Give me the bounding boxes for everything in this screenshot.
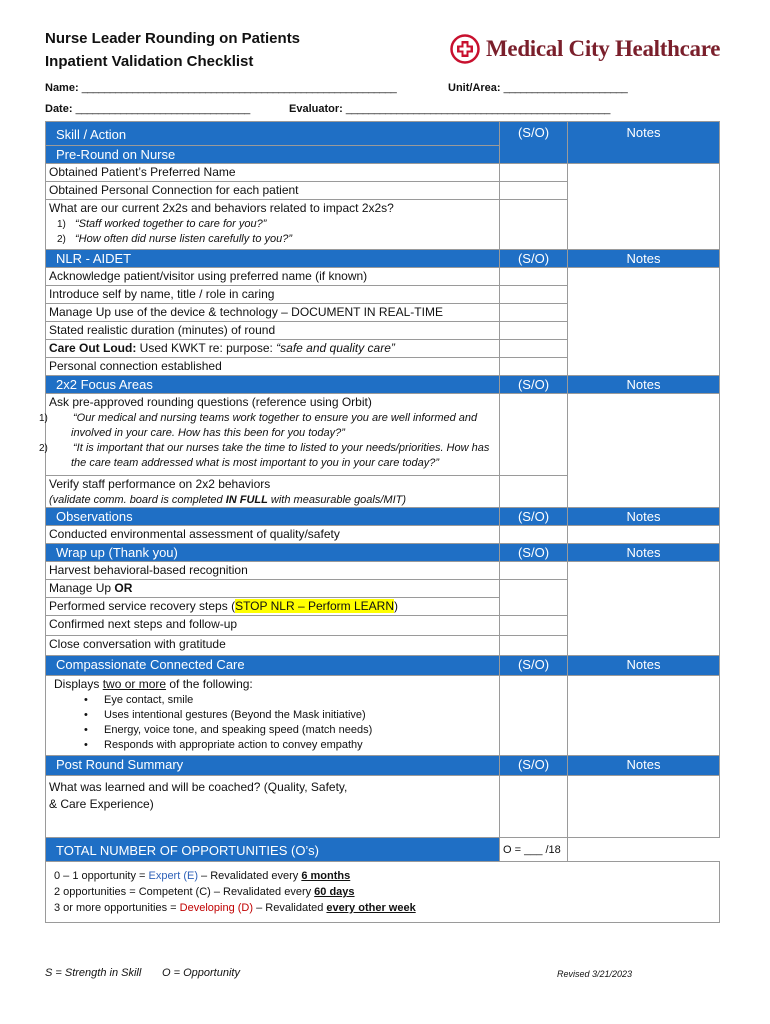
scoring-competent: 2 opportunities = Competent (C) – Revalidated every 60 days [54, 886, 355, 898]
checklist-table [39, 121, 720, 923]
pre-round-item-question [46, 200, 500, 250]
notes-cell[interactable] [568, 676, 720, 756]
nlr-care-out-loud: Care Out Loud: Used KWKT re: purpose: “safe and quality care” [46, 340, 500, 358]
section-title-nlr: NLR - AIDET [46, 250, 500, 268]
so-cell[interactable] [500, 616, 568, 636]
so-cell[interactable] [500, 164, 568, 182]
revised-date: Revised 3/21/2023 [557, 969, 633, 979]
so-header: (S/O) [500, 376, 568, 394]
notes-header: Notes [568, 656, 720, 676]
section-header-observations [46, 508, 720, 526]
date-line[interactable]: _______________________________ [75, 103, 250, 115]
wrap-item: Close conversation with gratitude [46, 636, 500, 656]
total-label: TOTAL NUMBER OF OPPORTUNITIES (O’s) [46, 838, 500, 862]
pre-round-sub-1: 1) “Staff worked together to care for you?” [57, 218, 267, 230]
notes-cell[interactable] [568, 526, 720, 544]
so-cell[interactable] [500, 580, 568, 616]
notes-cell[interactable] [568, 268, 720, 376]
wrap-item: Performed service recovery steps (STOP NLR – Perform LEARN) [46, 598, 500, 616]
table-row [46, 526, 720, 544]
so-cell[interactable] [500, 358, 568, 376]
so-cell[interactable] [500, 526, 568, 544]
section-header-focus [46, 376, 720, 394]
table-row [46, 164, 720, 182]
pre-round-item: Obtained Patient’s Preferred Name [46, 164, 500, 182]
evaluator-field[interactable] [289, 103, 610, 115]
evaluator-line[interactable]: _______________________________________________ [345, 103, 610, 115]
nlr-item: Manage Up use of the device & technology – DOCUMENT IN REAL-TIME [46, 304, 500, 322]
focus-verify-text: Verify staff performance on 2x2 behaviors [49, 477, 271, 491]
notes-header: Notes [568, 756, 720, 776]
wrap-item: Confirmed next steps and follow-up [46, 616, 500, 636]
so-cell[interactable] [500, 286, 568, 304]
so-cell[interactable] [500, 340, 568, 358]
nlr-item: Acknowledge patient/visitor using preferred name (if known) [46, 268, 500, 286]
logo [450, 32, 720, 66]
compassion-bullet: • Eye contact, smile [54, 693, 496, 708]
so-cell[interactable] [500, 268, 568, 286]
notes-cell[interactable] [568, 562, 720, 656]
name-label: Name: [45, 82, 79, 94]
so-cell[interactable] [500, 476, 568, 508]
nlr-item: Stated realistic duration (minutes) of round [46, 322, 500, 340]
so-header: (S/O) [500, 122, 568, 164]
so-header: (S/O) [500, 544, 568, 562]
notes-header: Notes [568, 122, 720, 164]
focus-question-1: 1) “Our medical and nursing teams work together to ensure you are well informed and involved in your care. How has this been for you today?” [39, 412, 478, 439]
notes-cell[interactable] [568, 776, 720, 838]
legend-opportunity: O = Opportunity [162, 967, 240, 979]
notes-cell[interactable] [568, 394, 720, 508]
so-header: (S/O) [500, 508, 568, 526]
table-row [46, 268, 720, 286]
so-header: (S/O) [500, 656, 568, 676]
focus-question-2: 2) “It is important that our nurses take the time to listed to your needs/priorities. How has the care team addressed what is most important to you in your care today?” [39, 442, 490, 469]
so-header: (S/O) [500, 250, 568, 268]
focus-questions [39, 394, 500, 476]
so-cell[interactable] [500, 676, 568, 756]
section-header-nlr [46, 250, 720, 268]
compassion-intro: Displays two or more of the following: [54, 677, 253, 691]
unit-field[interactable] [448, 82, 627, 94]
compassion-list [46, 676, 500, 756]
so-cell[interactable] [500, 200, 568, 250]
compassion-bullet: • Uses intentional gestures (Beyond the Mask initiative) [54, 708, 496, 723]
page-title: Nurse Leader Rounding on Patients [45, 30, 301, 47]
so-cell[interactable] [500, 394, 568, 476]
notes-header: Notes [568, 250, 720, 268]
total-score[interactable]: O = ___ /18 [500, 838, 568, 862]
section-title-focus: 2x2 Focus Areas [46, 376, 500, 394]
notes-header: Notes [568, 376, 720, 394]
name-line[interactable]: ________________________________________________________ [81, 82, 397, 94]
table-row [46, 394, 720, 476]
compassion-bullet: • Energy, voice tone, and speaking speed (match needs) [54, 723, 496, 738]
section-header-wrap [46, 544, 720, 562]
nlr-item: Introduce self by name, title / role in caring [46, 286, 500, 304]
section-header-post [46, 756, 720, 776]
focus-verify-note: (validate comm. board is completed IN FULL with measurable goals/MIT) [49, 494, 407, 506]
evaluator-label: Evaluator: [289, 103, 343, 115]
scoring-legend [46, 862, 720, 923]
notes-header: Notes [568, 544, 720, 562]
so-cell[interactable] [500, 304, 568, 322]
section-title-post: Post Round Summary [46, 756, 500, 776]
focus-verify [46, 476, 500, 508]
so-cell[interactable] [500, 776, 568, 838]
pre-round-sub-2: 2) “How often did nurse listen carefully to you?” [57, 233, 293, 245]
compassion-bullet: • Responds with appropriate action to convey empathy [54, 738, 496, 753]
scoring-expert: 0 – 1 opportunity = Expert (E) – Revalidated every 6 months [54, 870, 351, 882]
notes-header: Notes [568, 508, 720, 526]
table-row [46, 562, 720, 580]
total-row [46, 838, 720, 862]
section-header-compassion [46, 656, 720, 676]
so-header: (S/O) [500, 756, 568, 776]
skill-header: Skill / Action [46, 122, 500, 146]
pre-round-item: Obtained Personal Connection for each patient [46, 182, 500, 200]
table-row [46, 676, 720, 756]
wrap-item: Harvest behavioral-based recognition [46, 562, 500, 580]
notes-cell[interactable] [568, 164, 720, 250]
table-row [46, 776, 720, 838]
so-cell[interactable] [500, 562, 568, 580]
section-title-wrap: Wrap up (Thank you) [46, 544, 500, 562]
section-title-pre-round: Pre-Round on Nurse [46, 146, 500, 164]
focus-intro: Ask pre-approved rounding questions (reference using Orbit) [49, 395, 372, 409]
pre-round-question: What are our current 2x2s and behaviors related to impact 2x2s? [49, 201, 394, 215]
scoring-developing: 3 or more opportunities = Developing (D) – Revalidated every other week [54, 902, 416, 914]
wrap-item: Manage Up OR [46, 580, 500, 598]
observations-item: Conducted environmental assessment of quality/safety [46, 526, 500, 544]
section-title-observations: Observations [46, 508, 500, 526]
logo-text: Medical City Healthcare [486, 36, 721, 61]
so-cell[interactable] [500, 636, 568, 656]
section-title-compassion: Compassionate Connected Care [46, 656, 500, 676]
date-label: Date: [45, 103, 73, 115]
so-cell[interactable] [500, 182, 568, 200]
table-header-row [46, 122, 720, 146]
scoring-row [46, 862, 720, 923]
legend-strength: S = Strength in Skill [45, 967, 142, 979]
date-field[interactable] [45, 103, 250, 115]
medical-cross-circle-icon [450, 34, 480, 64]
unit-line[interactable]: ______________________ [503, 82, 628, 94]
name-field[interactable] [45, 82, 396, 94]
so-cell[interactable] [500, 322, 568, 340]
post-item: What was learned and will be coached? (Quality, Safety, & Care Experience) [46, 776, 500, 838]
nlr-item: Personal connection established [46, 358, 500, 376]
page-subtitle: Inpatient Validation Checklist [45, 53, 254, 70]
total-blank [568, 838, 720, 862]
unit-label: Unit/Area: [448, 82, 501, 94]
